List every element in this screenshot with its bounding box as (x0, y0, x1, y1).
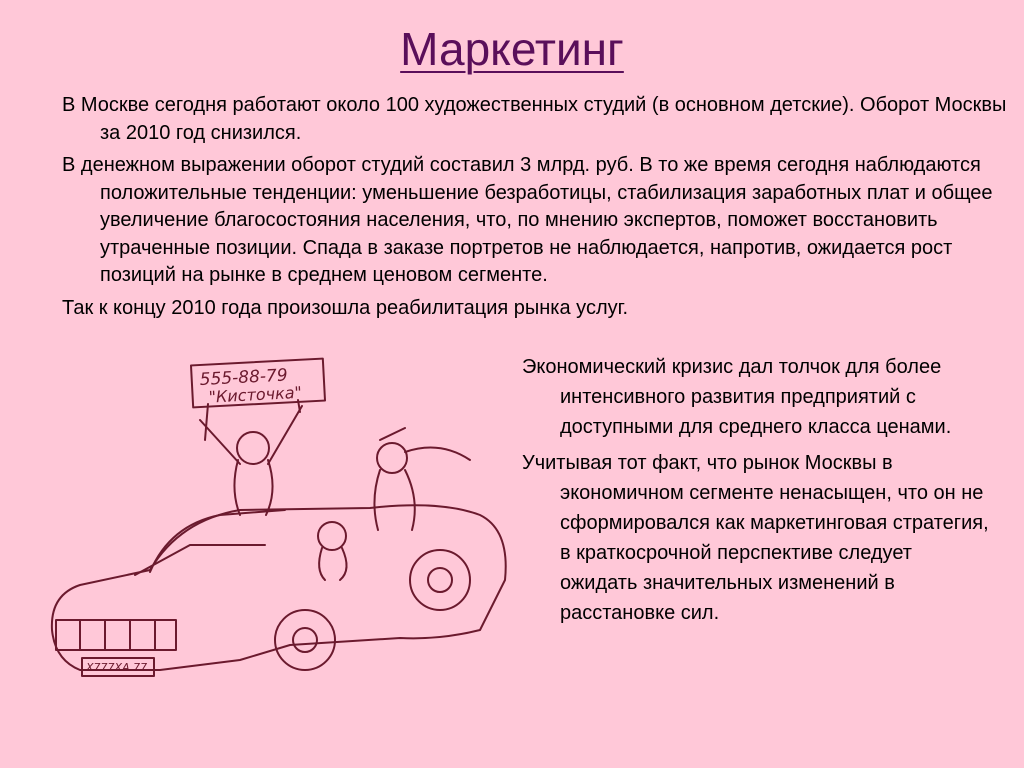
paragraph-market: Учитывая тот факт, что рынок Москвы в экономичном сегменте ненасыщен, что он не сформировался как маркетинговая стратегия, в краткосрочной перспективе следует ожидать значительных изменений в расстановке сил. (522, 452, 989, 624)
sign-name: "Кисточка" (208, 382, 303, 407)
paragraph-rehabilitation: Так к концу 2010 года произошла реабилитация рынка услуг. (62, 296, 629, 319)
paragraph-studios: В Москве сегодня работают около 100 художественных студий (в основном детские). Оборот Москвы за 2010 год снизился. (62, 94, 1007, 144)
sign-phone: 555-88-79 (199, 365, 289, 391)
paragraph-turnover: В денежном выражении оборот студий составил 3 млрд. руб. В то же время сегодня наблюдаются положительные тенденции: уменьшение безработицы, стабилизация заработных плат и общее увеличение благосостояния населения, что, по мнению экспертов, поможет восстановить утраченные позиции. Спада в заказе портретов не наблюдается, напротив, ожидается рост позиций на рынке в среднем ценовом сегменте. (62, 154, 993, 286)
girl-head-3 (377, 443, 407, 473)
car-body (52, 505, 506, 670)
car-grille (56, 620, 176, 650)
top-text-block (62, 92, 1010, 327)
car-illustration (40, 340, 510, 685)
slide-title: Маркетинг (400, 23, 624, 75)
plate-text: Х777ХА 77 (86, 661, 148, 674)
rear-wheel (410, 550, 470, 610)
front-wheel (275, 610, 335, 670)
paragraph-crisis: Экономический кризис дал толчок для более интенсивного развития предприятий с доступными для среднего класса ценами. (522, 356, 952, 438)
girl-head-1 (237, 432, 269, 464)
girl-head-2 (318, 522, 346, 550)
right-text-block (522, 352, 992, 634)
